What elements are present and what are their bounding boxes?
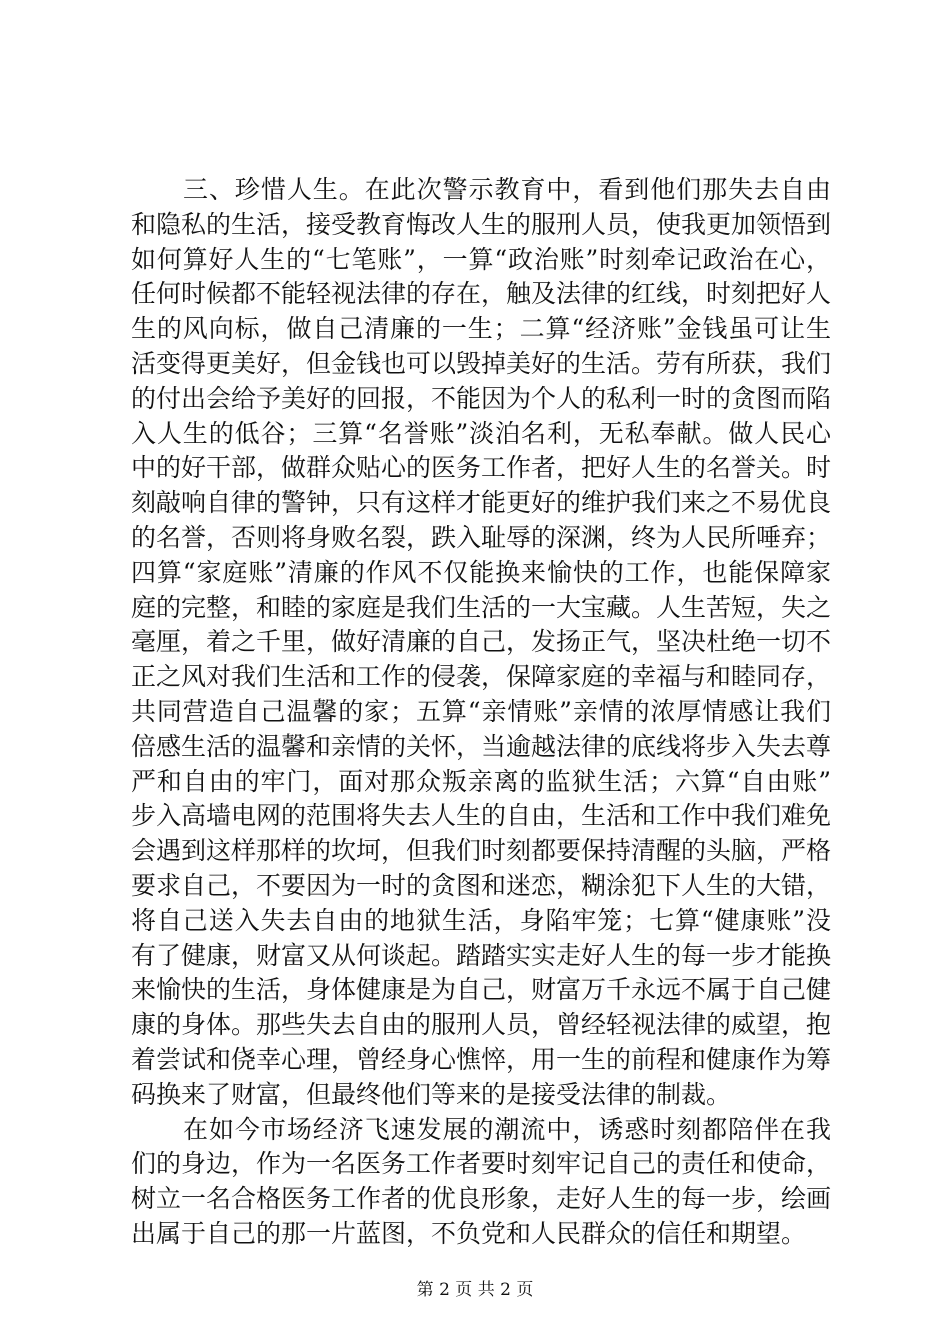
body-paragraph-1: 三、珍惜人生。在此次警示教育中，看到他们那失去自由和隐私的生活，接受教育悔改人生的服刑人员，使我更加领悟到如何算好人生的“七笔账”，一算“政治账”时刻牵记政治在心，任何时候都不能轻视法律的存在，触及法律的红线，时刻把好人生的风向标，做自己清廉的一生；二算“经济账”金钱虽可让生活变得更美好，但金钱也可以毁掉美好的生活。劳有所获，我们的付出会给予美好的回报，不能因为个人的私利一时的贪图而陷入人生的低谷；三算“名誉账”淡泊名利，无私奉献。做人民心中的好干部，做群众贴心的医务工作者，把好人生的名誉关。时刻敲响自律的警钟，只有这样才能更好的维护我们来之不易优良的名誉，否则将身败名裂，跌入耻辱的深渊，终为人民所唾弃；四算“家庭账”清廉的作风不仅能换来愉快的工作，也能保障家庭的完整，和睦的家庭是我们生活的一大宝藏。人生苦短，失之毫厘，着之千里，做好清廉的自己，发扬正气，坚决杜绝一切不正之风对我们生活和工作的侵袭，保障家庭的幸福与和睦同存，共同营造自己温馨的家；五算“亲情账”亲情的浓厚情感让我们倍感生活的温馨和亲情的关怀，当逾越法律的底线将步入失去尊严和自由的牢门，面对那众叛亲离的监狱生活；六算“自由账”步入高墙电网的范围将失去人生的自由，生活和工作中我们难免会遇到这样那样的坎坷，但我们时刻都要保持清醒的头脑，严格要求自己，不要因为一时的贪图和迷恋，糊涂犯下人生的大错，将自己送入失去自由的地狱生活，身陷牢笼；七算“健康账”没有了健康，财富又从何谈起。踏踏实实走好人生的每一步才能换来愉快的生活，身体健康是为自己，财富万千永远不属于自己健康的身体。那些失去自由的服刑人员，曾经轻视法律的威望，抱着尝试和侥幸心理，曾经身心憔悴，用一生的前程和健康作为筹码换来了财富，但最终他们等来的是接受法律的制裁。 <box>131 175 832 1109</box>
document-body <box>131 173 831 1252</box>
page-footer: 第 2 页 共 2 页 <box>416 1280 534 1300</box>
body-paragraph-2: 在如今市场经济飞速发展的潮流中，诱惑时刻都陪伴在我们的身边，作为一名医务工作者要时刻牢记自己的责任和使命，树立一名合格医务工作者的优良形象，走好人生的每一步，绘画出属于自己的那一片蓝图，不负党和人民群众的信任和期望。 <box>131 1114 832 1248</box>
